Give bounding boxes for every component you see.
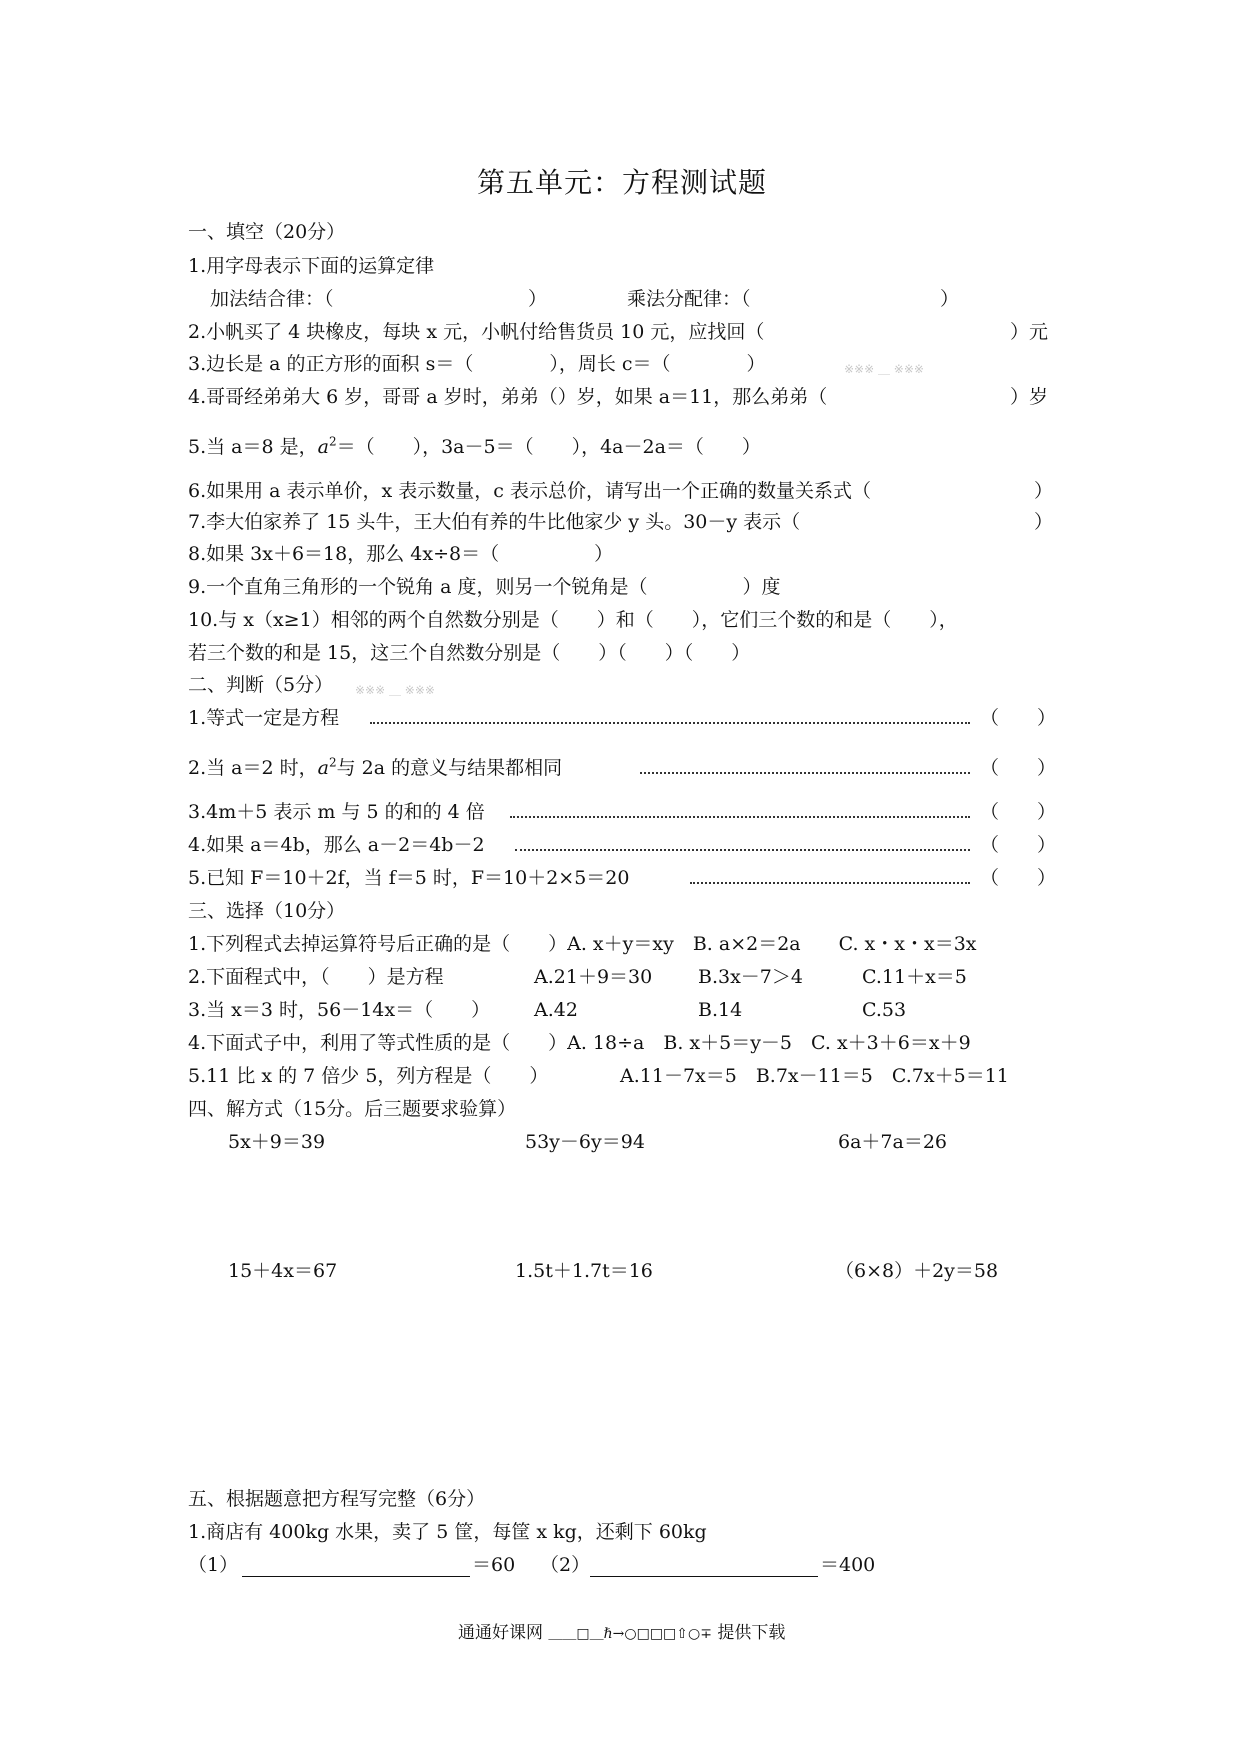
s5-p2-rhs: ＝400 <box>820 1554 876 1576</box>
s2-item-2-var: a <box>317 757 329 779</box>
equation-4: 15＋4x＝67 <box>228 1260 338 1282</box>
leader-dots <box>640 772 970 774</box>
s1-q1b-label: 乘法分配律：（ <box>627 288 751 310</box>
answer-blank-2 <box>590 1576 818 1577</box>
s2-item-2-prefix: 2.当 a＝2 时， <box>188 757 318 779</box>
s1-q5-rest: ＝（ ），3a－5＝（ ），4a－2a＝（ ） <box>336 436 761 458</box>
footer-site: 通通好课网 <box>458 1623 543 1643</box>
s2-item-4: 4.如果 a＝4b，那么 a－2＝4b－2 <box>188 834 485 856</box>
s5-p1-rhs: ＝60 <box>472 1554 516 1576</box>
leader-dots <box>690 882 970 884</box>
answer-blank-1 <box>242 1576 470 1577</box>
s2-item-2 <box>188 756 562 780</box>
section4-heading: 四、解方式（15分。后三题要求验算） <box>188 1098 517 1120</box>
s1-q5 <box>188 435 761 459</box>
s3-item-5: 5.11 比 x 的 7 倍少 5，列方程是（ ） <box>188 1065 549 1087</box>
equation-2: 53y－6y＝94 <box>525 1131 645 1153</box>
s1-q8: 8.如果 3x＋6＝18，那么 4x÷8＝（ ） <box>188 543 614 565</box>
s1-q5-exponent: 2 <box>328 434 337 449</box>
s1-q1a-close: ） <box>528 288 548 310</box>
s3-q2-opt-a: A.21＋9＝30 <box>534 966 653 988</box>
s1-q5-var: a <box>317 436 329 458</box>
s2-item-2-exponent: 2 <box>328 755 337 770</box>
s1-q3: 3.边长是 a 的正方形的面积 s＝（ ），周长 c＝（ ） <box>188 353 766 375</box>
section2-heading: 二、判断（5分） <box>188 674 334 696</box>
equation-6: （6×8）＋2y＝58 <box>835 1260 999 1282</box>
s2-bracket-2: （ ） <box>980 757 1057 779</box>
section3-heading: 三、选择（10分） <box>188 900 346 922</box>
s3-q2-opt-b: B.3x－7＞4 <box>698 966 803 988</box>
s5-p1-label: （1） <box>188 1554 239 1576</box>
equation-3: 6a＋7a＝26 <box>838 1131 948 1153</box>
s1-q5-prefix: 5.当 a＝8 是， <box>188 436 318 458</box>
s2-item-1: 1.等式一定是方程 <box>188 707 340 729</box>
s1-q10-line2: 若三个数的和是 15，这三个自然数分别是（ ）（ ）（ ） <box>188 642 751 664</box>
s1-q2: 2.小帆买了 4 块橡皮，每块 x 元，小帆付给售货员 10 元，应找回（ <box>188 321 765 343</box>
s1-q6-end: ） <box>1034 480 1054 502</box>
s1-q1b-close: ） <box>940 288 960 310</box>
s3-item-1: 1.下列程式去掉运算符号后正确的是（ ）A. x＋y＝xy B. a×2＝2a C. x・x・x＝3x <box>188 933 977 955</box>
s1-q4: 4.哥哥经弟弟大 6 岁，哥哥 a 岁时，弟弟（）岁，如果 a＝11，那么弟弟（ <box>188 386 828 408</box>
s3-q2-opt-c: C.11＋x＝5 <box>862 966 967 988</box>
footer-garbled: ＿＿□＿ℏ→○□□□⇧○∓ <box>548 1626 712 1642</box>
equation-5: 1.5t＋1.7t＝16 <box>515 1260 653 1282</box>
s2-item-3: 3.4m＋5 表示 m 与 5 的和的 4 倍 <box>188 801 485 823</box>
s3-q3-opt-c: C.53 <box>862 999 907 1021</box>
section5-heading: 五、根据题意把方程写完整（6分） <box>188 1488 486 1510</box>
s3-item-2: 2.下面程式中，（ ）是方程 <box>188 966 444 988</box>
faint-artifact: ※※※ ＿ ※※※ <box>844 362 924 376</box>
s2-item-5: 5.已知 F＝10＋2f，当 f＝5 时，F＝10＋2×5＝20 <box>188 867 630 889</box>
s1-q9: 9.一个直角三角形的一个锐角 a 度，则另一个锐角是（ ）度 <box>188 576 781 598</box>
s1-q2-end: ）元 <box>1010 321 1049 343</box>
s3-item-4: 4.下面式子中，利用了等式性质的是（ ）A. 18÷a B. x＋5＝y－5 C. x＋3＋6＝x＋9 <box>188 1032 971 1054</box>
faint-artifact: ※※※ ＿ ※※※ <box>355 683 435 697</box>
s1-q1: 1.用字母表示下面的运算定律 <box>188 255 435 277</box>
leader-dots <box>515 849 970 851</box>
s3-q3-opt-a: A.42 <box>534 999 578 1021</box>
s2-bracket-3: （ ） <box>980 801 1057 823</box>
s5-p2-label: （2） <box>540 1554 591 1576</box>
footer-download: 提供下载 <box>717 1623 786 1643</box>
equation-1: 5x＋9＝39 <box>228 1131 326 1153</box>
s1-q1a-label: 加法结合律：（ <box>210 288 334 310</box>
s1-q10-line1: 10.与 x（x≥1）相邻的两个自然数分别是（ ）和（ ），它们三个数的和是（ ）， <box>188 609 958 631</box>
s1-q6: 6.如果用 a 表示单价，x 表示数量，c 表示总价，请写出一个正确的数量关系式（ <box>188 480 871 502</box>
s2-bracket-4: （ ） <box>980 834 1057 856</box>
s3-q3-opt-b: B.14 <box>698 999 743 1021</box>
section1-heading: 一、填空（20分） <box>188 221 346 243</box>
footer <box>458 1621 785 1646</box>
s2-bracket-5: （ ） <box>980 867 1057 889</box>
s3-q5-opts: A.11－7x＝5 B.7x－11＝5 C.7x＋5＝11 <box>620 1065 1009 1087</box>
s2-item-2-tail: 与 2a 的意义与结果都相同 <box>336 757 563 779</box>
page-title: 第五单元：方程测试题 <box>477 166 768 199</box>
leader-dots <box>510 816 970 818</box>
leader-dots <box>370 722 970 724</box>
s5-q1: 1.商店有 400kg 水果，卖了 5 筐，每筐 x kg，还剩下 60kg <box>188 1521 707 1543</box>
s1-q4-end: ）岁 <box>1010 386 1049 408</box>
s3-item-3: 3.当 x＝3 时，56－14x＝（ ） <box>188 999 491 1021</box>
s1-q7-end: ） <box>1034 511 1054 533</box>
s2-bracket-1: （ ） <box>980 707 1057 729</box>
s1-q7: 7.李大伯家养了 15 头牛，王大伯有养的牛比他家少 y 头。30－y 表示（ <box>188 511 801 533</box>
